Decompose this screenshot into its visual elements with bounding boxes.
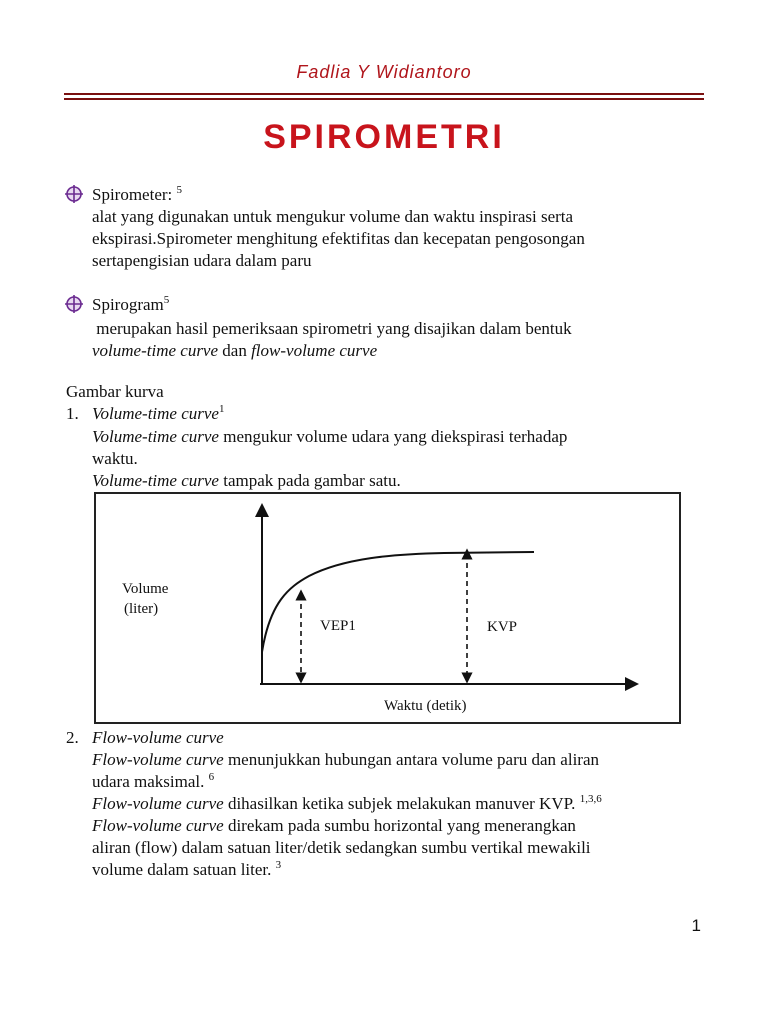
item1-title: Volume-time curve$^1$ <box>92 403 225 423</box>
bullet-term-spirogram: Spirogram$^5$ <box>92 294 170 314</box>
list-number-2: 2. <box>66 728 79 747</box>
y-axis-label-line1: Volume <box>122 581 169 597</box>
header-author: Fadlia Y Widiantoro <box>296 62 472 82</box>
section-heading: Gambar kurva <box>66 382 164 401</box>
vep1-label: VEP1 <box>320 618 356 634</box>
header-rule-bottom <box>64 98 704 100</box>
item2-title: Flow-volume curve <box>92 728 224 747</box>
item1-paragraph: Volume-time curve mengukur volume udara yang diekspirasi terhadap waktu. Volume-time curve tampak pada gambar satu. <box>92 427 568 490</box>
page-number: 1 <box>691 916 701 935</box>
crosshair-bullet-icon <box>64 184 84 204</box>
spirometer-definition: alat yang digunakan untuk mengukur volume dan waktu inspirasi serta ekspirasi.Spirometer menghitung efektifitas dan kecepatan pengosongan sertapengisian udara dalam paru <box>92 207 585 270</box>
spirogram-definition: merupakan hasil pemeriksaan spirometri yang disajikan dalam bentuk volume-time curve dan flow-volume curve <box>92 319 572 360</box>
y-axis-label-line2: (liter) <box>124 601 159 617</box>
volume-time-curve-figure <box>94 492 681 724</box>
bullet-term-spirometer: Spirometer: $^5$ <box>92 184 183 204</box>
kvp-label: KVP <box>487 619 518 635</box>
item2-paragraph: Flow-volume curve menunjukkan hubungan antara volume paru dan aliran udara maksimal. $^6$ Flow-volume curve dihasilkan ketika subjek melakukan manuver KVP. $^{1,3,6}$ Flow-volume curve direkam pada sumbu horizontal yang menerangkan aliran (flow) dalam satuan liter/detik sedangkan sumbu vertikal mewakili volume dalam satuan liter. $^3$ <box>92 750 602 879</box>
header-rule-top <box>64 93 704 95</box>
x-axis-label: Waktu (detik) <box>384 698 467 714</box>
document-title: SPIROMETRI <box>263 118 505 156</box>
list-number-1: 1. <box>66 404 79 423</box>
volume-curve <box>262 552 534 652</box>
crosshair-bullet-icon <box>64 294 84 314</box>
